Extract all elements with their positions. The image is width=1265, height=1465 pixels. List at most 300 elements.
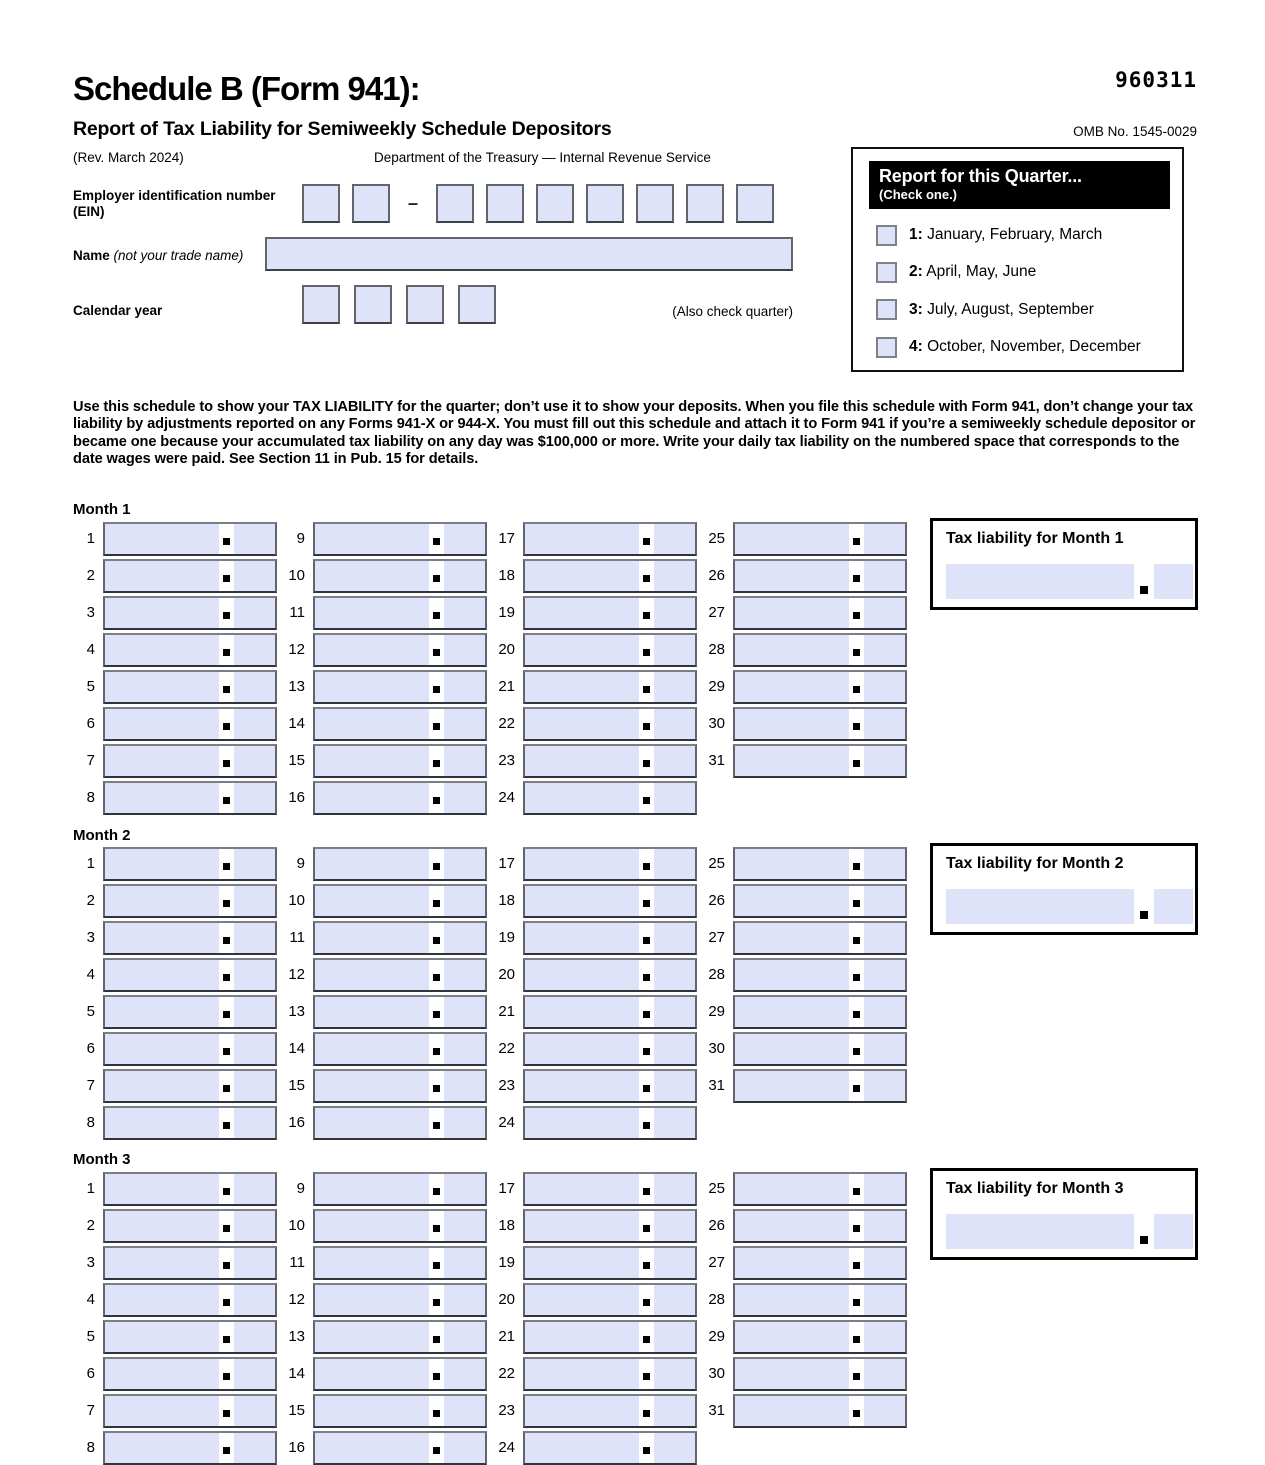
month-1-day-16-amount-field[interactable]: [313, 781, 487, 815]
cents-area: [444, 886, 485, 916]
month-3-day-18-amount-field[interactable]: [523, 1209, 697, 1243]
dollars-area: [105, 709, 219, 739]
decimal-point: [219, 1108, 234, 1138]
dollars-area: [525, 849, 639, 879]
month-2-tax-liability-title: Tax liability for Month 2: [946, 855, 1124, 872]
month-1-day-5-amount-field[interactable]: [103, 670, 277, 704]
month-3-day-6-amount-field[interactable]: [103, 1357, 277, 1391]
cents-area: [234, 561, 275, 591]
cents-area: [444, 1034, 485, 1064]
dollars-area: [735, 849, 849, 879]
decimal-point: [639, 1034, 654, 1064]
month-1-day-30-amount-field[interactable]: [733, 707, 907, 741]
cents-area: [234, 598, 275, 628]
decimal-point: [219, 1285, 234, 1315]
month-1-day-4-amount-field[interactable]: [103, 633, 277, 667]
month-2-day-21-amount-field[interactable]: [523, 995, 697, 1029]
month-2-tax-liability-dollars-field[interactable]: [946, 889, 1134, 924]
instructions-paragraph: Use this schedule to show your TAX LIABILITY for the quarter; don’t use it to show your deposits. When you file this schedule with Form 941, don’t change your tax liability by adjustments reported on any Forms 941-X or 944-X. You must fill out this schedule and attach it to Form 941 if you’re a semiweekly schedule depositor or became one because your accumulated tax liability on any day was $100,000 or more. Write your daily tax liability on the numbered space that corresponds to the date wages were paid. See Section 11 in Pub. 15 for details.: [73, 399, 1196, 468]
dollars-area: [735, 1174, 849, 1204]
dollars-area: [525, 923, 639, 953]
cents-area: [444, 960, 485, 990]
dollars-area: [735, 1211, 849, 1241]
dollars-area: [735, 635, 849, 665]
dollars-area: [525, 1034, 639, 1064]
department-line: Department of the Treasury — Internal Revenue Service: [374, 150, 711, 165]
month-1-day-20-number: 20: [498, 641, 515, 658]
dollars-area: [525, 1433, 639, 1463]
cents-area: [234, 635, 275, 665]
month-2-day-23-number: 23: [498, 1077, 515, 1094]
decimal-point: [849, 1211, 864, 1241]
decimal-point: [219, 672, 234, 702]
cents-area: [654, 783, 695, 813]
month-1-day-15-amount-field[interactable]: [313, 744, 487, 778]
month-3-day-20-amount-field[interactable]: [523, 1283, 697, 1317]
month-2-day-26-amount-field[interactable]: [733, 884, 907, 918]
month-2-day-20-amount-field[interactable]: [523, 958, 697, 992]
month-1-day-27-amount-field[interactable]: [733, 596, 907, 630]
month-1-day-9-amount-field[interactable]: [313, 522, 487, 556]
cents-area: [864, 746, 905, 776]
decimal-point: [639, 960, 654, 990]
cents-area: [654, 1108, 695, 1138]
month-3-day-8-number: 8: [86, 1439, 95, 1456]
month-2-day-18-amount-field[interactable]: [523, 884, 697, 918]
dollars-area: [315, 1248, 429, 1278]
month-3-day-3-amount-field[interactable]: [103, 1246, 277, 1280]
month-3-day-2-amount-field[interactable]: [103, 1209, 277, 1243]
dollars-area: [105, 1034, 219, 1064]
cents-area: [864, 997, 905, 1027]
quarter-2-checkbox[interactable]: [876, 262, 897, 283]
decimal-point: [429, 598, 444, 628]
month-1-day-28-amount-field[interactable]: [733, 633, 907, 667]
dollars-area: [315, 1211, 429, 1241]
month-3-day-14-amount-field[interactable]: [313, 1357, 487, 1391]
month-2-day-8-number: 8: [86, 1114, 95, 1131]
decimal-point: [219, 1248, 234, 1278]
cents-area: [234, 886, 275, 916]
month-2-day-24-number: 24: [498, 1114, 515, 1131]
cents-area: [654, 1433, 695, 1463]
decimal-point: [429, 1322, 444, 1352]
month-2-day-15-amount-field[interactable]: [313, 1069, 487, 1103]
month-2-day-22-amount-field[interactable]: [523, 1032, 697, 1066]
cents-area: [234, 1359, 275, 1389]
month-2-day-24-amount-field[interactable]: [523, 1106, 697, 1140]
decimal-point: [849, 886, 864, 916]
month-2-day-3-amount-field[interactable]: [103, 921, 277, 955]
dollars-area: [105, 960, 219, 990]
ein-box-4[interactable]: [486, 184, 524, 223]
month-1-day-3-amount-field[interactable]: [103, 596, 277, 630]
month-2-day-22-number: 22: [498, 1040, 515, 1057]
month-3-day-23-amount-field[interactable]: [523, 1394, 697, 1428]
month-3-tax-liability-cents-field[interactable]: [1154, 1214, 1193, 1249]
cents-area: [654, 923, 695, 953]
month-3-day-12-amount-field[interactable]: [313, 1283, 487, 1317]
month-2-day-2-amount-field[interactable]: [103, 884, 277, 918]
dollars-area: [735, 1248, 849, 1278]
decimal-point: [849, 672, 864, 702]
decimal-point: [639, 561, 654, 591]
decimal-point: [219, 849, 234, 879]
month-2-day-13-amount-field[interactable]: [313, 995, 487, 1029]
decimal-point: [1140, 1236, 1148, 1244]
dollars-area: [735, 1359, 849, 1389]
omb-number: OMB No. 1545-0029: [1073, 124, 1197, 139]
month-1-day-6-amount-field[interactable]: [103, 707, 277, 741]
decimal-point: [429, 1211, 444, 1241]
month-3-day-21-amount-field[interactable]: [523, 1320, 697, 1354]
month-2-day-25-number: 25: [708, 855, 725, 872]
month-2-day-28-amount-field[interactable]: [733, 958, 907, 992]
name-input[interactable]: [265, 237, 793, 271]
decimal-point: [639, 1174, 654, 1204]
cents-area: [654, 1174, 695, 1204]
month-2-day-1-amount-field[interactable]: [103, 847, 277, 881]
month-3-day-5-number: 5: [86, 1328, 95, 1345]
cents-area: [444, 635, 485, 665]
month-1-day-2-amount-field[interactable]: [103, 559, 277, 593]
cents-area: [444, 1433, 485, 1463]
quarter-option-2: [876, 260, 1036, 284]
cents-area: [864, 635, 905, 665]
quarter-option-3: [876, 298, 1094, 322]
cents-area: [444, 923, 485, 953]
dollars-area: [525, 1248, 639, 1278]
month-1-day-23-number: 23: [498, 752, 515, 769]
month-3-day-1-number: 1: [86, 1180, 95, 1197]
month-1-day-13-amount-field[interactable]: [313, 670, 487, 704]
ein-box-3[interactable]: [436, 184, 474, 223]
month-1-day-31-amount-field[interactable]: [733, 744, 907, 778]
dollars-area: [315, 1396, 429, 1426]
month-3-day-4-amount-field[interactable]: [103, 1283, 277, 1317]
decimal-point: [219, 1359, 234, 1389]
dollars-area: [105, 1211, 219, 1241]
month-1-day-29-amount-field[interactable]: [733, 670, 907, 704]
month-3-day-26-amount-field[interactable]: [733, 1209, 907, 1243]
month-3-day-27-amount-field[interactable]: [733, 1246, 907, 1280]
month-1-day-15-number: 15: [288, 752, 305, 769]
dollars-area: [105, 1285, 219, 1315]
cents-area: [234, 672, 275, 702]
month-3-day-7-amount-field[interactable]: [103, 1394, 277, 1428]
month-3-day-15-amount-field[interactable]: [313, 1394, 487, 1428]
year-box-3[interactable]: [406, 285, 444, 324]
month-3-day-1-amount-field[interactable]: [103, 1172, 277, 1206]
month-1-day-18-amount-field[interactable]: [523, 559, 697, 593]
cents-area: [444, 524, 485, 554]
month-1-tax-liability-dollars-field[interactable]: [946, 564, 1134, 599]
decimal-point: [219, 1034, 234, 1064]
month-2-day-20-number: 20: [498, 966, 515, 983]
cents-area: [654, 1322, 695, 1352]
dollars-area: [735, 886, 849, 916]
dollars-area: [315, 1285, 429, 1315]
month-3-day-9-amount-field[interactable]: [313, 1172, 487, 1206]
decimal-point: [849, 1034, 864, 1064]
cents-area: [234, 1433, 275, 1463]
cents-area: [234, 1034, 275, 1064]
cents-area: [654, 886, 695, 916]
dollars-area: [315, 1108, 429, 1138]
decimal-point: [849, 1285, 864, 1315]
ein-box-8[interactable]: [686, 184, 724, 223]
dollars-area: [735, 524, 849, 554]
quarter-3-checkbox[interactable]: [876, 299, 897, 320]
month-1-day-21-amount-field[interactable]: [523, 670, 697, 704]
decimal-point: [219, 598, 234, 628]
month-1-day-13-number: 13: [288, 678, 305, 695]
cents-area: [654, 960, 695, 990]
ein-box-7[interactable]: [636, 184, 674, 223]
month-1-day-20-amount-field[interactable]: [523, 633, 697, 667]
month-2-day-7-amount-field[interactable]: [103, 1069, 277, 1103]
decimal-point: [429, 561, 444, 591]
month-2-day-6-number: 6: [86, 1040, 95, 1057]
month-3-day-19-number: 19: [498, 1254, 515, 1271]
cents-area: [444, 997, 485, 1027]
decimal-point: [849, 1322, 864, 1352]
dollars-area: [315, 886, 429, 916]
dollars-area: [735, 1071, 849, 1101]
dollars-area: [525, 997, 639, 1027]
year-box-1[interactable]: [302, 285, 340, 324]
cents-area: [654, 561, 695, 591]
month-3-day-13-amount-field[interactable]: [313, 1320, 487, 1354]
decimal-point: [429, 746, 444, 776]
month-2-day-14-amount-field[interactable]: [313, 1032, 487, 1066]
decimal-point: [849, 1071, 864, 1101]
month-2-day-5-amount-field[interactable]: [103, 995, 277, 1029]
month-2-day-9-amount-field[interactable]: [313, 847, 487, 881]
decimal-point: [849, 923, 864, 953]
cents-area: [654, 997, 695, 1027]
month-1-day-10-amount-field[interactable]: [313, 559, 487, 593]
month-2-day-4-amount-field[interactable]: [103, 958, 277, 992]
month-2-day-12-amount-field[interactable]: [313, 958, 487, 992]
decimal-point: [219, 886, 234, 916]
cents-area: [654, 1211, 695, 1241]
name-label-note: (not your trade name): [113, 248, 244, 263]
dollars-area: [525, 1285, 639, 1315]
month-2-day-8-amount-field[interactable]: [103, 1106, 277, 1140]
month-2-tax-liability-box: [930, 843, 1198, 935]
month-3-day-22-number: 22: [498, 1365, 515, 1382]
year-box-2[interactable]: [354, 285, 392, 324]
month-2-day-19-number: 19: [498, 929, 515, 946]
month-3-tax-liability-box: [930, 1168, 1198, 1260]
month-1-day-11-amount-field[interactable]: [313, 596, 487, 630]
month-3-day-25-amount-field[interactable]: [733, 1172, 907, 1206]
month-2-day-27-amount-field[interactable]: [733, 921, 907, 955]
month-2-day-10-amount-field[interactable]: [313, 884, 487, 918]
cents-area: [654, 1034, 695, 1064]
cents-area: [864, 960, 905, 990]
month-1-day-23-amount-field[interactable]: [523, 744, 697, 778]
dollars-area: [735, 672, 849, 702]
dollars-area: [525, 746, 639, 776]
quarter-1-checkbox[interactable]: [876, 225, 897, 246]
month-3-day-24-number: 24: [498, 1439, 515, 1456]
ein-box-6[interactable]: [586, 184, 624, 223]
month-2-day-17-amount-field[interactable]: [523, 847, 697, 881]
decimal-point: [429, 635, 444, 665]
month-3-day-5-amount-field[interactable]: [103, 1320, 277, 1354]
decimal-point: [429, 960, 444, 990]
cents-area: [444, 1248, 485, 1278]
month-3-day-10-number: 10: [288, 1217, 305, 1234]
month-3-day-11-amount-field[interactable]: [313, 1246, 487, 1280]
cents-area: [234, 960, 275, 990]
cents-area: [654, 1248, 695, 1278]
month-3-day-29-amount-field[interactable]: [733, 1320, 907, 1354]
month-3-day-31-amount-field[interactable]: [733, 1394, 907, 1428]
month-3-day-10-amount-field[interactable]: [313, 1209, 487, 1243]
month-2-day-6-amount-field[interactable]: [103, 1032, 277, 1066]
decimal-point: [219, 1322, 234, 1352]
cents-area: [234, 923, 275, 953]
month-2-day-11-number: 11: [289, 929, 305, 946]
decimal-point: [429, 672, 444, 702]
year-box-4[interactable]: [458, 285, 496, 324]
decimal-point: [219, 1211, 234, 1241]
cents-area: [444, 1285, 485, 1315]
dollars-area: [525, 960, 639, 990]
month-1-day-25-amount-field[interactable]: [733, 522, 907, 556]
month-1-day-17-amount-field[interactable]: [523, 522, 697, 556]
month-3-day-28-amount-field[interactable]: [733, 1283, 907, 1317]
month-1-day-26-amount-field[interactable]: [733, 559, 907, 593]
dollars-area: [105, 746, 219, 776]
dollars-area: [315, 1433, 429, 1463]
month-3-day-9-number: 9: [296, 1180, 305, 1197]
month-3-day-31-number: 31: [708, 1402, 725, 1419]
ein-box-5[interactable]: [536, 184, 574, 223]
dollars-area: [315, 1034, 429, 1064]
dollars-area: [525, 1396, 639, 1426]
cents-area: [864, 1285, 905, 1315]
dollars-area: [735, 1322, 849, 1352]
month-2-tax-liability-cents-field[interactable]: [1154, 889, 1193, 924]
month-1-day-14-amount-field[interactable]: [313, 707, 487, 741]
cents-area: [654, 709, 695, 739]
decimal-point: [219, 923, 234, 953]
dollars-area: [735, 561, 849, 591]
month-1-day-4-number: 4: [86, 641, 95, 658]
ein-box-2[interactable]: [352, 184, 390, 223]
month-1-day-10-number: 10: [288, 567, 305, 584]
month-2-day-29-amount-field[interactable]: [733, 995, 907, 1029]
month-3-day-8-amount-field[interactable]: [103, 1431, 277, 1465]
quarter-4-checkbox[interactable]: [876, 337, 897, 358]
cents-area: [444, 709, 485, 739]
dollars-area: [735, 923, 849, 953]
cents-area: [444, 1211, 485, 1241]
month-1-day-8-number: 8: [86, 789, 95, 806]
decimal-point: [429, 1285, 444, 1315]
dollars-area: [105, 783, 219, 813]
month-3-day-24-amount-field[interactable]: [523, 1431, 697, 1465]
decimal-point: [639, 1211, 654, 1241]
month-3-day-30-amount-field[interactable]: [733, 1357, 907, 1391]
also-check-quarter-note: (Also check quarter): [672, 304, 793, 319]
month-3-tax-liability-dollars-field[interactable]: [946, 1214, 1134, 1249]
month-2-day-11-amount-field[interactable]: [313, 921, 487, 955]
month-3-day-22-amount-field[interactable]: [523, 1357, 697, 1391]
cents-area: [234, 1285, 275, 1315]
decimal-point: [849, 960, 864, 990]
decimal-point: [639, 1359, 654, 1389]
month-3-day-17-amount-field[interactable]: [523, 1172, 697, 1206]
decimal-point: [429, 1359, 444, 1389]
month-2-day-16-number: 16: [288, 1114, 305, 1131]
month-1-day-22-amount-field[interactable]: [523, 707, 697, 741]
cents-area: [654, 672, 695, 702]
decimal-point: [429, 849, 444, 879]
dollars-area: [735, 709, 849, 739]
ein-box-1[interactable]: [302, 184, 340, 223]
ein-box-9[interactable]: [736, 184, 774, 223]
decimal-point: [429, 1108, 444, 1138]
ein-label-line2: (EIN): [73, 204, 105, 219]
dollars-area: [525, 1174, 639, 1204]
month-2-day-25-amount-field[interactable]: [733, 847, 907, 881]
decimal-point: [429, 1396, 444, 1426]
month-3-day-19-amount-field[interactable]: [523, 1246, 697, 1280]
month-1-day-7-amount-field[interactable]: [103, 744, 277, 778]
month-2-day-31-amount-field[interactable]: [733, 1069, 907, 1103]
month-1-day-1-amount-field[interactable]: [103, 522, 277, 556]
month-1-day-29-number: 29: [708, 678, 725, 695]
month-3-day-18-number: 18: [498, 1217, 515, 1234]
month-1-day-24-amount-field[interactable]: [523, 781, 697, 815]
dollars-area: [315, 923, 429, 953]
month-1-tax-liability-cents-field[interactable]: [1154, 564, 1193, 599]
cents-area: [864, 1359, 905, 1389]
decimal-point: [639, 672, 654, 702]
dollars-area: [105, 997, 219, 1027]
dollars-area: [105, 1071, 219, 1101]
month-1-day-19-amount-field[interactable]: [523, 596, 697, 630]
dollars-area: [315, 849, 429, 879]
month-3-day-23-number: 23: [498, 1402, 515, 1419]
month-1-day-7-number: 7: [86, 752, 95, 769]
month-2-day-23-amount-field[interactable]: [523, 1069, 697, 1103]
dollars-area: [315, 635, 429, 665]
month-1-day-12-amount-field[interactable]: [313, 633, 487, 667]
decimal-point: [639, 1071, 654, 1101]
cents-area: [234, 524, 275, 554]
decimal-point: [849, 1248, 864, 1278]
cents-area: [234, 1071, 275, 1101]
month-3-day-29-number: 29: [708, 1328, 725, 1345]
month-2-day-19-amount-field[interactable]: [523, 921, 697, 955]
quarter-option-4: [876, 335, 1141, 359]
month-1-day-8-amount-field[interactable]: [103, 781, 277, 815]
decimal-point: [639, 709, 654, 739]
month-1-day-24-number: 24: [498, 789, 515, 806]
month-3-day-16-amount-field[interactable]: [313, 1431, 487, 1465]
month-1-day-1-number: 1: [86, 530, 95, 547]
month-2-day-4-number: 4: [86, 966, 95, 983]
month-2-day-16-amount-field[interactable]: [313, 1106, 487, 1140]
cents-area: [234, 1322, 275, 1352]
month-2-day-30-amount-field[interactable]: [733, 1032, 907, 1066]
